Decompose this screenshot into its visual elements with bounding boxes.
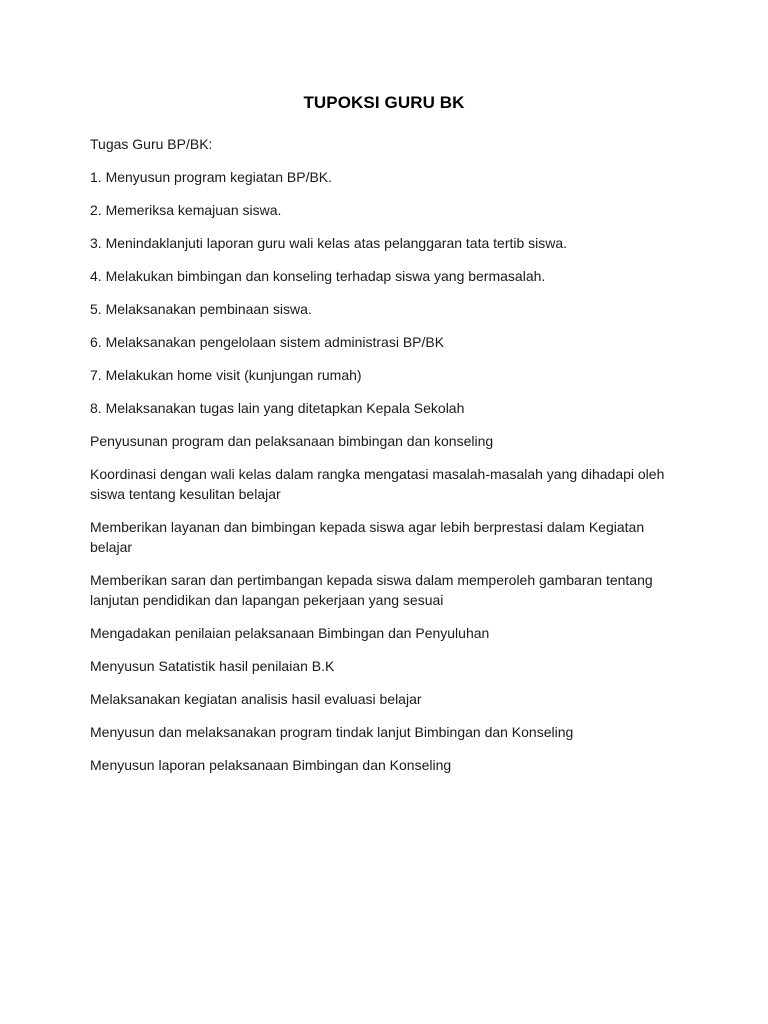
document-body [90, 134, 690, 788]
paragraph: Menyusun dan melaksanakan program tindak lanjut Bimbingan dan Konseling [90, 724, 574, 740]
paragraph: Memberikan saran dan pertimbangan kepada siswa dalam memperoleh gambaran tentang lanjutan pendidikan dan lapangan pekerjaan yang sesuai [90, 572, 653, 608]
paragraph: Menyusun Satatistik hasil penilaian B.K [90, 658, 335, 674]
paragraph: Melaksanakan kegiatan analisis hasil evaluasi belajar [90, 691, 422, 707]
paragraph: Koordinasi dengan wali kelas dalam rangka mengatasi masalah-masalah yang dihadapi oleh siswa tentang kesulitan belajar [90, 466, 665, 502]
paragraph: Penyusunan program dan pelaksanaan bimbingan dan konseling [90, 433, 494, 449]
list-item-8: 8. Melaksanakan tugas lain yang ditetapkan Kepala Sekolah [90, 400, 465, 416]
list-item-1: 1. Menyusun program kegiatan BP/BK. [90, 169, 333, 185]
list-item-6: 6. Melaksanakan pengelolaan sistem administrasi BP/BK [90, 334, 445, 350]
list-item-2: 2. Memeriksa kemajuan siswa. [90, 202, 282, 218]
paragraph-intro: Tugas Guru BP/BK: [90, 136, 213, 152]
list-item-7: 7. Melakukan home visit (kunjungan rumah) [90, 367, 362, 383]
list-item-4: 4. Melakukan bimbingan dan konseling terhadap siswa yang bermasalah. [90, 268, 546, 284]
paragraph: Memberikan layanan dan bimbingan kepada siswa agar lebih berprestasi dalam Kegiatan belajar [90, 519, 645, 555]
list-item-5: 5. Melaksanakan pembinaan siswa. [90, 301, 312, 317]
paragraph: Menyusun laporan pelaksanaan Bimbingan dan Konseling [90, 757, 452, 773]
paragraph: Mengadakan penilaian pelaksanaan Bimbingan dan Penyuluhan [90, 625, 490, 641]
list-item-3: 3. Menindaklanjuti laporan guru wali kelas atas pelanggaran tata tertib siswa. [90, 235, 568, 251]
document-title: TUPOKSI GURU BK [303, 93, 465, 112]
